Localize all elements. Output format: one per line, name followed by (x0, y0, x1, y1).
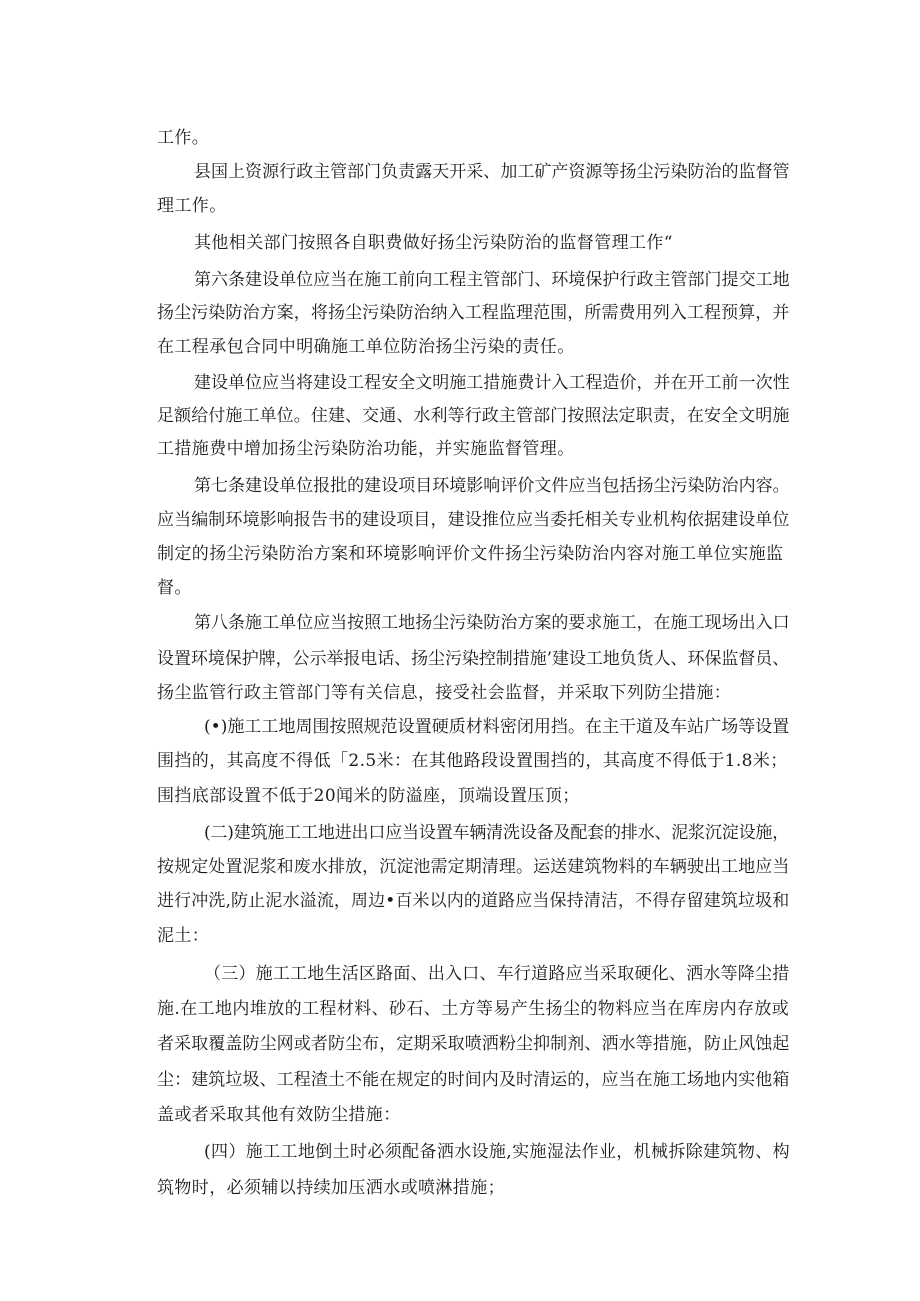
text-line-22: 按规定处置泥浆和废水排放，沉淀池需定期清理。运送建筑物料的车辆驶出工地应当 (157, 857, 790, 877)
text-line-23: 进行冲洗,防止泥水溢流，周边•百米以内的道路应当保持清洁，不得存留建筑垃圾和 (157, 891, 790, 911)
text-line-4: 其他相关部门按照各自职费做好扬尘污染防治的监督管理工作“ (194, 233, 673, 253)
text-line-10: 工措施费中增加扬尘污染防治功能，并实施监督管理。 (157, 439, 575, 459)
text-line-1: 工作。 (157, 128, 210, 148)
text-line-7: 在工程承包合同中明确施工单位防治扬尘污染的责任。 (157, 337, 575, 357)
text-line-9: 足额给付施工单位。住建、交通、水利等行政主管部门按照法定职责，在安全文明施 (157, 406, 790, 426)
text-line-2: 县国上资源行政主管部门负责露天开采、加工矿产资源等扬尘污染防治的监督管 (194, 162, 790, 182)
text-line-17: 扬尘监管行政主管部门等有关信息，接受社会监督，并采取下列防尘措施： (157, 683, 732, 703)
text-line-24: 泥土： (157, 926, 210, 946)
text-line-6: 扬尘污染防治方案，将扬尘污染防治纳入工程监理范围，所需费用列入工程预算，并 (157, 303, 790, 323)
text-line-21: (二)建筑施工工地进出口应当设置车辆清洗设备及配套的排水、泥浆沉淀设施， (204, 823, 790, 843)
text-line-30: (四）施工工地倒土时必须配备洒水设施,实施湿法作业，机械拆除建筑物、构 (204, 1142, 791, 1162)
text-line-13: 制定的扬尘污染防治方案和环境影响评价文件扬尘污染防治内容对施工单位实施监 (157, 544, 784, 564)
text-line-25: （三）施工工地生活区路面、出入口、车行道路应当采取硬化、洒水等降尘措 (204, 964, 790, 984)
text-line-15: 第八条施工单位应当按照工地扬尘污染防治方案的要求施工，在施工现场出入口 (194, 613, 790, 633)
text-line-18: (•)施工工地周围按照规范设置硬质材料密闭用挡。在主干道及车站广场等设置 (204, 717, 790, 737)
text-line-31: 筑物时，必须辅以持续加压洒水或喷淋措施； (157, 1178, 505, 1198)
text-line-14: 督。 (157, 578, 192, 598)
text-line-19: 围挡的，其高度不得低「2.5米：在其他路段设置围挡的，其高度不得低于1.8米； (157, 751, 788, 771)
text-line-29: 盖或者采取其他有效防尘措施： (157, 1105, 401, 1125)
text-line-12: 应当编制环境影响报告书的建设项目，建设推位应当委托相关专业机构依据建设单位 (157, 510, 790, 530)
text-line-3: 理工作。 (157, 196, 227, 216)
text-line-20: 围挡底部设置不低于20闻米的防溢座，顶端设置压顶； (157, 786, 580, 806)
text-line-16: 设置环境保护牌，公示举报电话、扬尘污染控制措施’建设工地负货人、环保监督员、 (157, 649, 790, 669)
text-line-5: 第六条建设单位应当在施工前向工程主管部门、环境保护行政主管部门提交工地 (194, 270, 790, 290)
text-line-26: 施.在工地内堆放的工程材料、砂石、土方等易产生扬尘的物料应当在库房内存放或 (157, 999, 790, 1019)
text-line-27: 者采取覆盖防尘网或者防尘布，定期采取喷洒粉尘抑制剂、洒水等措施，防止风蚀起 (157, 1034, 790, 1054)
text-line-8: 建设单位应当将建设工程安全文明施工措施费计入工程造价，并在开工前一次性 (194, 373, 790, 393)
text-line-28: 尘：建筑垃圾、工程渣土不能在规定的时间内及时清运的，应当在施工场地内实他箱 (157, 1070, 790, 1090)
text-line-11: 第七条建设单位报批的建设项目环境影响评价文件应当包括扬尘污染防治内容。 (194, 476, 790, 496)
